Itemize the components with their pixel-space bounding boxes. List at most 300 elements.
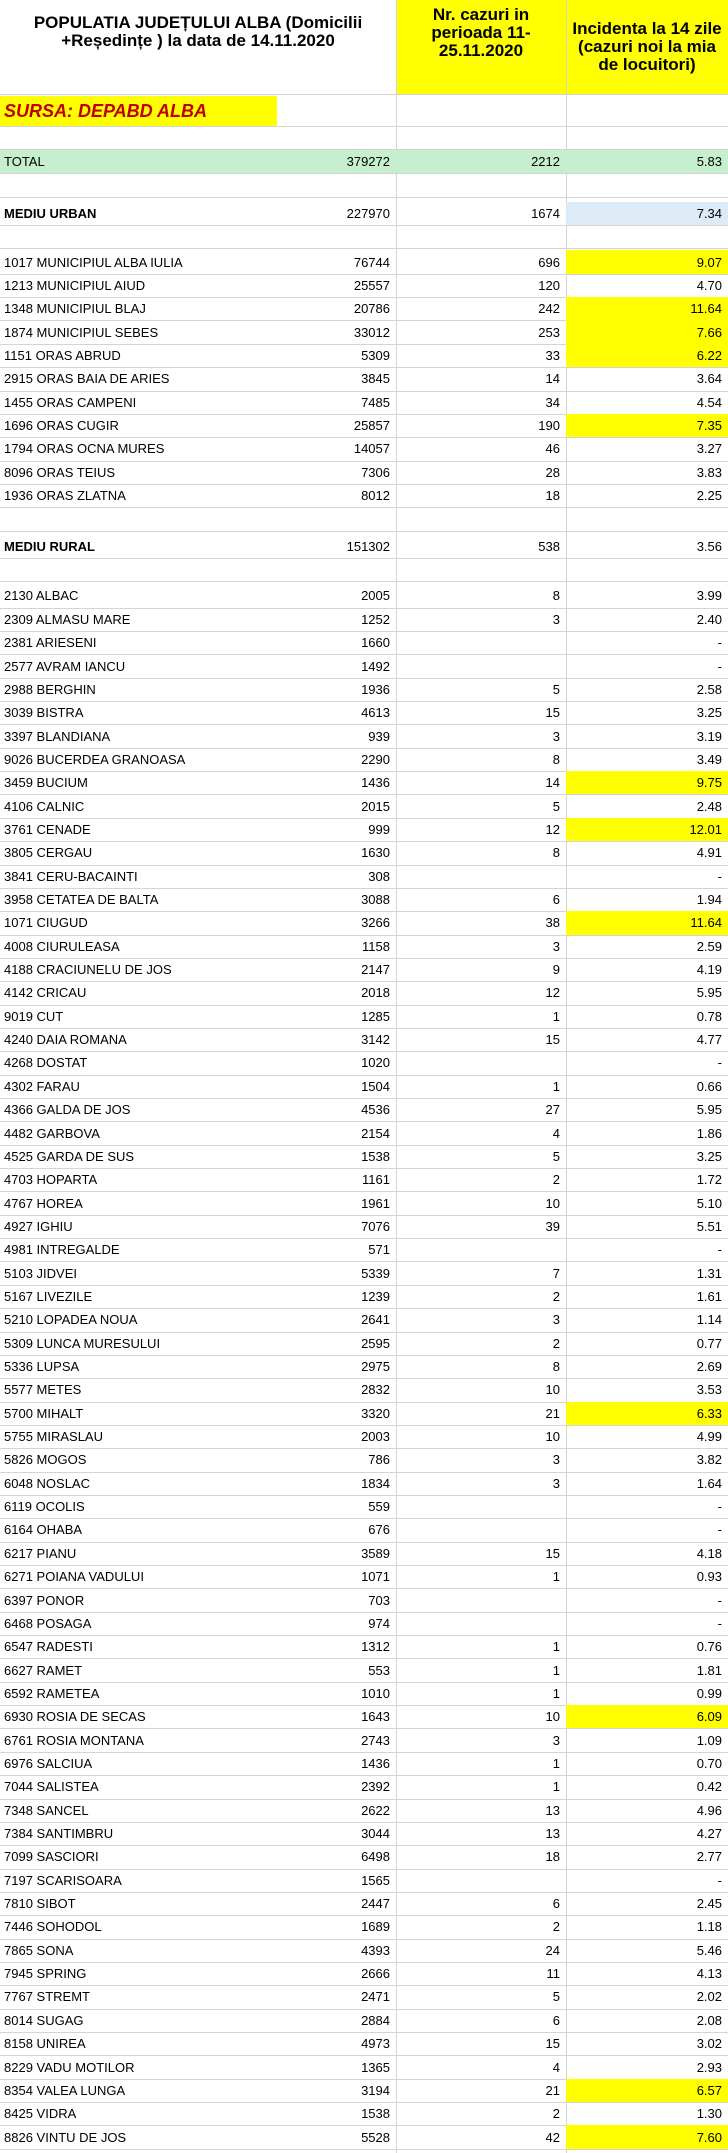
rural-row-population: 3266 <box>361 915 390 931</box>
rural-row-incidence: 1.09 <box>696 1732 722 1748</box>
rural-row-cases: 7 <box>552 1265 560 1281</box>
rural-row-cases <box>396 1051 566 1074</box>
rural-row-name: 3761 CENADE <box>4 821 91 837</box>
rural-row-incidence: 3.99 <box>696 588 722 604</box>
rural-row-name: 5755 MIRASLAU <box>4 1429 103 1445</box>
rural-row-population: 1538 <box>361 1148 390 1164</box>
rural-row-population: 1538 <box>361 2106 390 2122</box>
rural-row-incidence: 0.77 <box>696 1335 722 1351</box>
rural-row-population: 2447 <box>361 1896 390 1912</box>
grid-line <box>0 248 728 249</box>
rural-row-population: 1158 <box>362 938 390 954</box>
rural-row-cases: 21 <box>545 1405 560 1421</box>
rural-row-name: 5577 METES <box>4 1382 82 1398</box>
rural-row-population: 3088 <box>361 892 390 908</box>
total-row-name: TOTAL <box>4 154 45 170</box>
urban-row-population: 8012 <box>361 488 390 504</box>
rural-row-cases: 3 <box>552 1732 560 1748</box>
rural-row-name: 7945 SPRING <box>4 1966 87 1982</box>
urban-row-population: 7306 <box>361 464 390 480</box>
grid-line <box>0 2149 728 2150</box>
rural-row-population: 1312 <box>361 1639 390 1655</box>
rural-row-incidence: 3.82 <box>696 1452 722 1468</box>
rural-row-cases: 15 <box>545 705 560 721</box>
rural-row-incidence: 4.13 <box>696 1966 722 1982</box>
rural-row-name: 6627 RAMET <box>4 1662 83 1678</box>
rural-row-cases: 12 <box>545 985 560 1001</box>
rural-row-cases: 11 <box>546 1966 560 1982</box>
rural-row-population: 3194 <box>361 2082 390 2098</box>
rural-row-incidence: - <box>717 1499 722 1515</box>
rural-row-population: 3142 <box>361 1032 390 1048</box>
rural-row-name: 5700 MIHALT <box>4 1405 84 1421</box>
rural-row-cases: 10 <box>545 1709 560 1725</box>
rural-row-population: 2743 <box>361 1732 390 1748</box>
rural-row-name: 6547 RADESTI <box>4 1639 93 1655</box>
urban-row-incidence: 7.66 <box>696 324 722 340</box>
rural-row-cases: 5 <box>552 798 560 814</box>
rural-row-incidence: 6.09 <box>696 1709 722 1725</box>
rural-row-cases: 8 <box>552 588 560 604</box>
rural-row-cases: 3 <box>552 728 560 744</box>
urban-summary-row-incidence: 7.34 <box>696 205 722 221</box>
rural-row-name: 4008 CIURULEASA <box>4 938 120 954</box>
urban-row-incidence: 3.83 <box>696 464 722 480</box>
rural-row-name: 4366 GALDA DE JOS <box>4 1102 131 1118</box>
rural-row-cases: 6 <box>552 892 560 908</box>
rural-row-incidence: - <box>717 1242 722 1258</box>
rural-row-name: 7099 SASCIORI <box>4 1849 99 1865</box>
rural-row-name: 8158 UNIREA <box>4 2036 86 2052</box>
rural-row-incidence: 5.51 <box>696 1218 722 1234</box>
rural-row-incidence: 1.18 <box>696 1919 722 1935</box>
rural-row-population: 939 <box>368 728 390 744</box>
rural-row-name: 8826 VINTU DE JOS <box>4 2129 127 2145</box>
rural-row-name: 7348 SANCEL <box>4 1802 89 1818</box>
rural-row-incidence: 0.99 <box>696 1685 722 1701</box>
rural-row-population: 2147 <box>361 962 390 978</box>
rural-row-name: 5103 JIDVEI <box>4 1265 77 1281</box>
population-header: POPULATIA JUDEȚULUI ALBA (Domicilii +Reședințe ) la data de 14.11.2020 <box>33 13 363 50</box>
rural-row-incidence: 2.40 <box>696 611 722 627</box>
rural-row-cases: 10 <box>545 1429 560 1445</box>
rural-row-population: 3044 <box>361 1826 390 1842</box>
rural-row-population: 7076 <box>361 1218 390 1234</box>
urban-row-population: 25857 <box>353 418 390 434</box>
rural-row-name: 2130 ALBAC <box>4 588 79 604</box>
rural-row-cases: 9 <box>552 962 560 978</box>
total-row-cases: 2212 <box>531 154 560 170</box>
rural-summary-row-cases: 538 <box>538 538 560 554</box>
rural-row-population: 2622 <box>361 1802 390 1818</box>
rural-row-population: 1010 <box>361 1685 390 1701</box>
rural-row-name: 3397 BLANDIANA <box>4 728 111 744</box>
rural-row-name: 6217 PIANU <box>4 1545 77 1561</box>
rural-row-name: 4302 FARAU <box>4 1078 80 1094</box>
rural-row-cases <box>396 654 566 677</box>
rural-row-population: 3320 <box>361 1405 390 1421</box>
urban-row-cases: 242 <box>538 301 560 317</box>
rural-row-incidence: - <box>717 1615 722 1631</box>
urban-row-name: 1874 MUNICIPIUL SEBES <box>4 324 159 340</box>
rural-row-name: 6397 PONOR <box>4 1592 85 1608</box>
urban-row-population: 7485 <box>361 394 390 410</box>
rural-row-cases <box>396 1869 566 1892</box>
rural-row-name: 5309 LUNCA MURESULUI <box>4 1335 161 1351</box>
rural-row-population: 2595 <box>361 1335 390 1351</box>
urban-row-incidence: 4.70 <box>696 277 722 293</box>
rural-row-incidence: 3.49 <box>696 751 722 767</box>
rural-row-cases: 4 <box>552 2059 560 2075</box>
source-label: SURSA: DEPABD ALBA <box>4 101 208 121</box>
rural-row-name: 4767 HOREA <box>4 1195 83 1211</box>
rural-row-name: 6119 OCOLIS <box>4 1499 85 1515</box>
urban-row-cases: 28 <box>545 464 560 480</box>
rural-row-cases <box>396 1238 566 1261</box>
rural-row-cases: 10 <box>545 1382 560 1398</box>
urban-row-name: 1936 ORAS ZLATNA <box>4 488 126 504</box>
rural-summary-row-population: 151302 <box>346 538 390 554</box>
urban-row-population: 76744 <box>353 254 390 270</box>
rural-row-incidence: 2.02 <box>696 1989 722 2005</box>
rural-row-name: 7197 SCARISOARA <box>4 1872 122 1888</box>
rural-row-population: 1630 <box>361 845 390 861</box>
rural-row-cases: 1 <box>552 1685 560 1701</box>
urban-row-population: 25557 <box>353 277 390 293</box>
rural-row-name: 4188 CRACIUNELU DE JOS <box>4 962 172 978</box>
rural-row-name: 4927 IGHIU <box>4 1218 73 1234</box>
rural-row-name: 4268 DOSTAT <box>4 1055 88 1071</box>
rural-row-cases <box>396 1588 566 1611</box>
rural-row-name: 2309 ALMASU MARE <box>4 611 131 627</box>
rural-row-population: 786 <box>368 1452 390 1468</box>
rural-row-population: 2884 <box>361 2012 390 2028</box>
rural-row-incidence: 1.86 <box>696 1125 722 1141</box>
rural-row-population: 6498 <box>361 1849 390 1865</box>
urban-row-name: 8096 ORAS TEIUS <box>4 464 116 480</box>
urban-row-name: 1017 MUNICIPIUL ALBA IULIA <box>4 254 183 270</box>
rural-row-cases: 2 <box>552 1172 560 1188</box>
rural-row-incidence: 3.25 <box>696 705 722 721</box>
rural-row-cases: 10 <box>545 1195 560 1211</box>
rural-row-cases: 4 <box>552 1125 560 1141</box>
rural-row-population: 2003 <box>361 1429 390 1445</box>
rural-row-incidence: - <box>717 1872 722 1888</box>
rural-row-population: 4973 <box>361 2036 390 2052</box>
rural-row-name: 6164 OHABA <box>4 1522 83 1538</box>
rural-row-incidence: 5.46 <box>696 1942 722 1958</box>
rural-row-incidence: 12.01 <box>689 821 722 837</box>
rural-row-name: 9019 CUT <box>4 1008 64 1024</box>
rural-row-cases: 8 <box>552 845 560 861</box>
rural-row-incidence: 2.48 <box>696 798 722 814</box>
rural-row-population: 1961 <box>361 1195 390 1211</box>
rural-row-population: 1365 <box>361 2059 390 2075</box>
rural-row-population: 1660 <box>361 635 390 651</box>
rural-row-incidence: 6.57 <box>696 2082 722 2098</box>
rural-row-name: 8354 VALEA LUNGA <box>4 2082 126 2098</box>
rural-row-cases: 15 <box>545 1545 560 1561</box>
rural-row-incidence: 2.08 <box>696 2012 722 2028</box>
rural-row-population: 1285 <box>361 1008 390 1024</box>
rural-row-population: 4393 <box>361 1942 390 1958</box>
urban-row-name: 1794 ORAS OCNA MURES <box>4 441 165 457</box>
rural-row-incidence: 0.42 <box>696 1779 722 1795</box>
grid-line <box>0 225 728 226</box>
rural-row-incidence: 11.64 <box>690 915 722 931</box>
rural-row-name: 8014 SUGAG <box>4 2012 84 2028</box>
rural-row-cases: 5 <box>552 1989 560 2005</box>
grid-line <box>0 94 728 95</box>
rural-row-name: 7384 SANTIMBRU <box>4 1826 114 1842</box>
rural-row-name: 3841 CERU-BACAINTI <box>4 868 138 884</box>
urban-row-population: 3845 <box>361 371 390 387</box>
rural-row-population: 4536 <box>361 1102 390 1118</box>
urban-row-name: 2915 ORAS BAIA DE ARIES <box>4 371 170 387</box>
rural-row-cases: 3 <box>552 1475 560 1491</box>
rural-row-incidence: 3.02 <box>696 2036 722 2052</box>
rural-row-population: 1161 <box>362 1172 390 1188</box>
urban-summary-row-cases: 1674 <box>531 205 560 221</box>
rural-row-population: 2641 <box>361 1312 390 1328</box>
rural-row-incidence: 5.95 <box>696 1102 722 1118</box>
rural-row-cases: 13 <box>545 1826 560 1842</box>
urban-row-incidence: 9.07 <box>696 254 722 270</box>
rural-row-incidence: - <box>717 868 722 884</box>
rural-row-cases <box>396 1495 566 1518</box>
rural-row-population: 1020 <box>361 1055 390 1071</box>
rural-summary-row-incidence: 3.56 <box>696 538 722 554</box>
urban-row-cases: 18 <box>545 488 560 504</box>
rural-row-cases: 27 <box>545 1102 560 1118</box>
rural-row-incidence: 3.25 <box>696 1148 722 1164</box>
rural-row-cases: 15 <box>545 2036 560 2052</box>
rural-row-incidence: 4.77 <box>696 1032 722 1048</box>
rural-row-population: 1689 <box>361 1919 390 1935</box>
urban-row-population: 20786 <box>353 301 390 317</box>
grid-line <box>0 507 728 508</box>
rural-row-incidence: 1.30 <box>696 2106 722 2122</box>
rural-row-name: 8229 VADU MOTILOR <box>4 2059 135 2075</box>
rural-row-cases: 2 <box>552 1335 560 1351</box>
rural-row-cases <box>396 1518 566 1541</box>
rural-row-cases: 8 <box>552 751 560 767</box>
rural-row-name: 4106 CALNIC <box>4 798 85 814</box>
rural-row-incidence: - <box>717 1055 722 1071</box>
rural-row-population: 2975 <box>361 1359 390 1375</box>
rural-row-cases: 5 <box>552 1148 560 1164</box>
rural-row-incidence: 5.95 <box>696 985 722 1001</box>
urban-row-name: 1696 ORAS CUGIR <box>4 418 119 434</box>
rural-row-name: 9026 BUCERDEA GRANOASA <box>4 751 186 767</box>
rural-row-incidence: 1.64 <box>696 1475 722 1491</box>
rural-row-incidence: - <box>717 635 722 651</box>
rural-row-incidence: 4.99 <box>696 1429 722 1445</box>
rural-row-incidence: 2.45 <box>696 1896 722 1912</box>
rural-row-incidence: 2.77 <box>696 1849 722 1865</box>
rural-row-name: 4142 CRICAU <box>4 985 87 1001</box>
rural-row-population: 3589 <box>361 1545 390 1561</box>
rural-row-cases: 13 <box>545 1802 560 1818</box>
rural-row-cases: 2 <box>552 2106 560 2122</box>
rural-row-cases: 18 <box>545 1849 560 1865</box>
rural-row-name: 7865 SONA <box>4 1942 74 1958</box>
rural-row-cases: 1 <box>552 1569 560 1585</box>
urban-row-cases: 696 <box>538 254 560 270</box>
grid-line <box>0 531 728 532</box>
rural-row-name: 2988 BERGHIN <box>4 681 96 697</box>
rural-row-population: 1436 <box>361 1755 390 1771</box>
rural-row-cases: 3 <box>552 1452 560 1468</box>
urban-summary-row-population: 227970 <box>346 205 390 221</box>
rural-row-cases: 1 <box>552 1662 560 1678</box>
rural-row-cases <box>396 1612 566 1635</box>
rural-row-incidence: 1.14 <box>696 1312 722 1328</box>
urban-row-population: 33012 <box>353 324 390 340</box>
rural-row-population: 1436 <box>361 775 390 791</box>
rural-row-population: 2471 <box>361 1989 390 2005</box>
urban-row-incidence: 6.22 <box>696 347 722 363</box>
rural-row-cases: 3 <box>552 611 560 627</box>
rural-summary-row-name: MEDIU RURAL <box>4 538 95 554</box>
rural-row-name: 4703 HOPARTA <box>4 1172 98 1188</box>
rural-row-cases: 5 <box>552 681 560 697</box>
rural-row-incidence: 1.61 <box>696 1288 722 1304</box>
rural-row-name: 6271 POIANA VADULUI <box>4 1569 144 1585</box>
rural-row-cases: 2 <box>552 1288 560 1304</box>
cases-header: Nr. cazuri in perioada 11-25.11.2020 <box>431 5 531 60</box>
rural-row-population: 676 <box>368 1522 390 1538</box>
rural-row-incidence: 2.59 <box>696 938 722 954</box>
rural-row-name: 6048 NOSLAC <box>4 1475 90 1491</box>
urban-row-incidence: 4.54 <box>696 394 722 410</box>
rural-row-cases: 42 <box>545 2129 560 2145</box>
rural-row-name: 3805 CERGAU <box>4 845 93 861</box>
rural-row-population: 553 <box>368 1662 390 1678</box>
rural-row-population: 2154 <box>361 1125 390 1141</box>
rural-row-incidence: 7.60 <box>696 2129 722 2145</box>
urban-row-incidence: 2.25 <box>696 488 722 504</box>
rural-row-cases: 1 <box>552 1755 560 1771</box>
urban-row-cases: 46 <box>545 441 560 457</box>
rural-row-cases: 3 <box>552 938 560 954</box>
rural-row-incidence: 1.31 <box>696 1265 722 1281</box>
rural-row-population: 1492 <box>361 658 390 674</box>
incidence-header: Incidenta la 14 zile (cazuri noi la mia de locuitori) <box>572 19 722 74</box>
rural-row-incidence: - <box>717 1522 722 1538</box>
rural-row-incidence: 0.93 <box>696 1569 722 1585</box>
urban-summary-row-name: MEDIU URBAN <box>4 205 97 221</box>
total-row-incidence: 5.83 <box>696 154 722 170</box>
rural-row-incidence: 1.72 <box>696 1172 722 1188</box>
rural-row-cases: 12 <box>545 821 560 837</box>
rural-row-population: 2832 <box>361 1382 390 1398</box>
urban-row-cases: 190 <box>538 418 560 434</box>
total-row-population: 379272 <box>346 154 390 170</box>
rural-row-population: 5339 <box>361 1265 390 1281</box>
rural-row-incidence: 5.10 <box>696 1195 722 1211</box>
rural-row-incidence: 6.33 <box>696 1405 722 1421</box>
urban-row-incidence: 7.35 <box>696 418 722 434</box>
rural-row-population: 1565 <box>361 1872 390 1888</box>
urban-row-name: 1213 MUNICIPIUL AIUD <box>4 277 146 293</box>
rural-row-population: 571 <box>368 1242 390 1258</box>
rural-row-incidence: 4.96 <box>696 1802 722 1818</box>
rural-row-population: 308 <box>368 868 390 884</box>
rural-row-population: 1504 <box>361 1078 390 1094</box>
rural-row-name: 5336 LUPSA <box>4 1359 80 1375</box>
urban-row-incidence: 3.64 <box>696 371 722 387</box>
rural-row-name: 4981 INTREGALDE <box>4 1242 120 1258</box>
rural-row-population: 999 <box>368 821 390 837</box>
rural-row-incidence: 2.58 <box>696 681 722 697</box>
rural-row-incidence: 9.75 <box>696 775 722 791</box>
urban-row-name: 1151 ORAS ABRUD <box>4 347 121 363</box>
rural-row-population: 5528 <box>361 2129 390 2145</box>
rural-row-name: 3039 BISTRA <box>4 705 84 721</box>
rural-row-name: 7446 SOHODOL <box>4 1919 102 1935</box>
rural-row-name: 7044 SALISTEA <box>4 1779 99 1795</box>
rural-row-cases: 39 <box>545 1218 560 1234</box>
rural-row-incidence: 1.81 <box>696 1662 722 1678</box>
rural-row-name: 6761 ROSIA MONTANA <box>4 1732 144 1748</box>
rural-row-incidence: 0.76 <box>696 1639 722 1655</box>
rural-row-cases: 38 <box>545 915 560 931</box>
rural-row-name: 7810 SIBOT <box>4 1896 76 1912</box>
grid-line <box>0 197 728 198</box>
rural-row-incidence: 4.18 <box>696 1545 722 1561</box>
rural-row-incidence: - <box>717 1592 722 1608</box>
rural-row-incidence: 0.66 <box>696 1078 722 1094</box>
rural-row-incidence: 2.93 <box>696 2059 722 2075</box>
rural-row-incidence: - <box>717 658 722 674</box>
rural-row-cases: 1 <box>552 1779 560 1795</box>
grid-line <box>0 581 728 582</box>
rural-row-name: 8425 VIDRA <box>4 2106 77 2122</box>
rural-row-incidence: 3.19 <box>696 728 722 744</box>
rural-row-population: 2290 <box>361 751 390 767</box>
rural-row-cases: 6 <box>552 1896 560 1912</box>
rural-row-name: 6976 SALCIUA <box>4 1755 93 1771</box>
rural-row-incidence: 1.94 <box>696 892 722 908</box>
rural-row-cases: 1 <box>552 1078 560 1094</box>
rural-row-cases <box>396 865 566 888</box>
urban-row-name: 1455 ORAS CAMPENI <box>4 394 137 410</box>
rural-row-name: 4482 GARBOVA <box>4 1125 100 1141</box>
rural-row-name: 4240 DAIA ROMANA <box>4 1032 127 1048</box>
rural-row-population: 974 <box>368 1615 390 1631</box>
rural-row-name: 3459 BUCIUM <box>4 775 88 791</box>
grid-line <box>0 173 728 174</box>
rural-row-cases: 8 <box>552 1359 560 1375</box>
urban-row-population: 14057 <box>353 441 390 457</box>
rural-row-incidence: 4.27 <box>696 1826 722 1842</box>
rural-row-incidence: 0.78 <box>696 1008 722 1024</box>
grid-line <box>0 558 728 559</box>
rural-row-cases: 21 <box>545 2082 560 2098</box>
rural-row-incidence: 4.91 <box>696 845 722 861</box>
urban-row-cases: 120 <box>538 277 560 293</box>
rural-row-population: 1936 <box>361 681 390 697</box>
rural-row-population: 703 <box>368 1592 390 1608</box>
urban-row-incidence: 3.27 <box>696 441 722 457</box>
rural-row-population: 559 <box>368 1499 390 1515</box>
urban-row-cases: 34 <box>545 394 560 410</box>
rural-row-name: 5167 LIVEZILE <box>4 1288 93 1304</box>
rural-row-name: 1071 CIUGUD <box>4 915 88 931</box>
grid-line <box>0 126 728 127</box>
rural-row-name: 5826 MOGOS <box>4 1452 87 1468</box>
